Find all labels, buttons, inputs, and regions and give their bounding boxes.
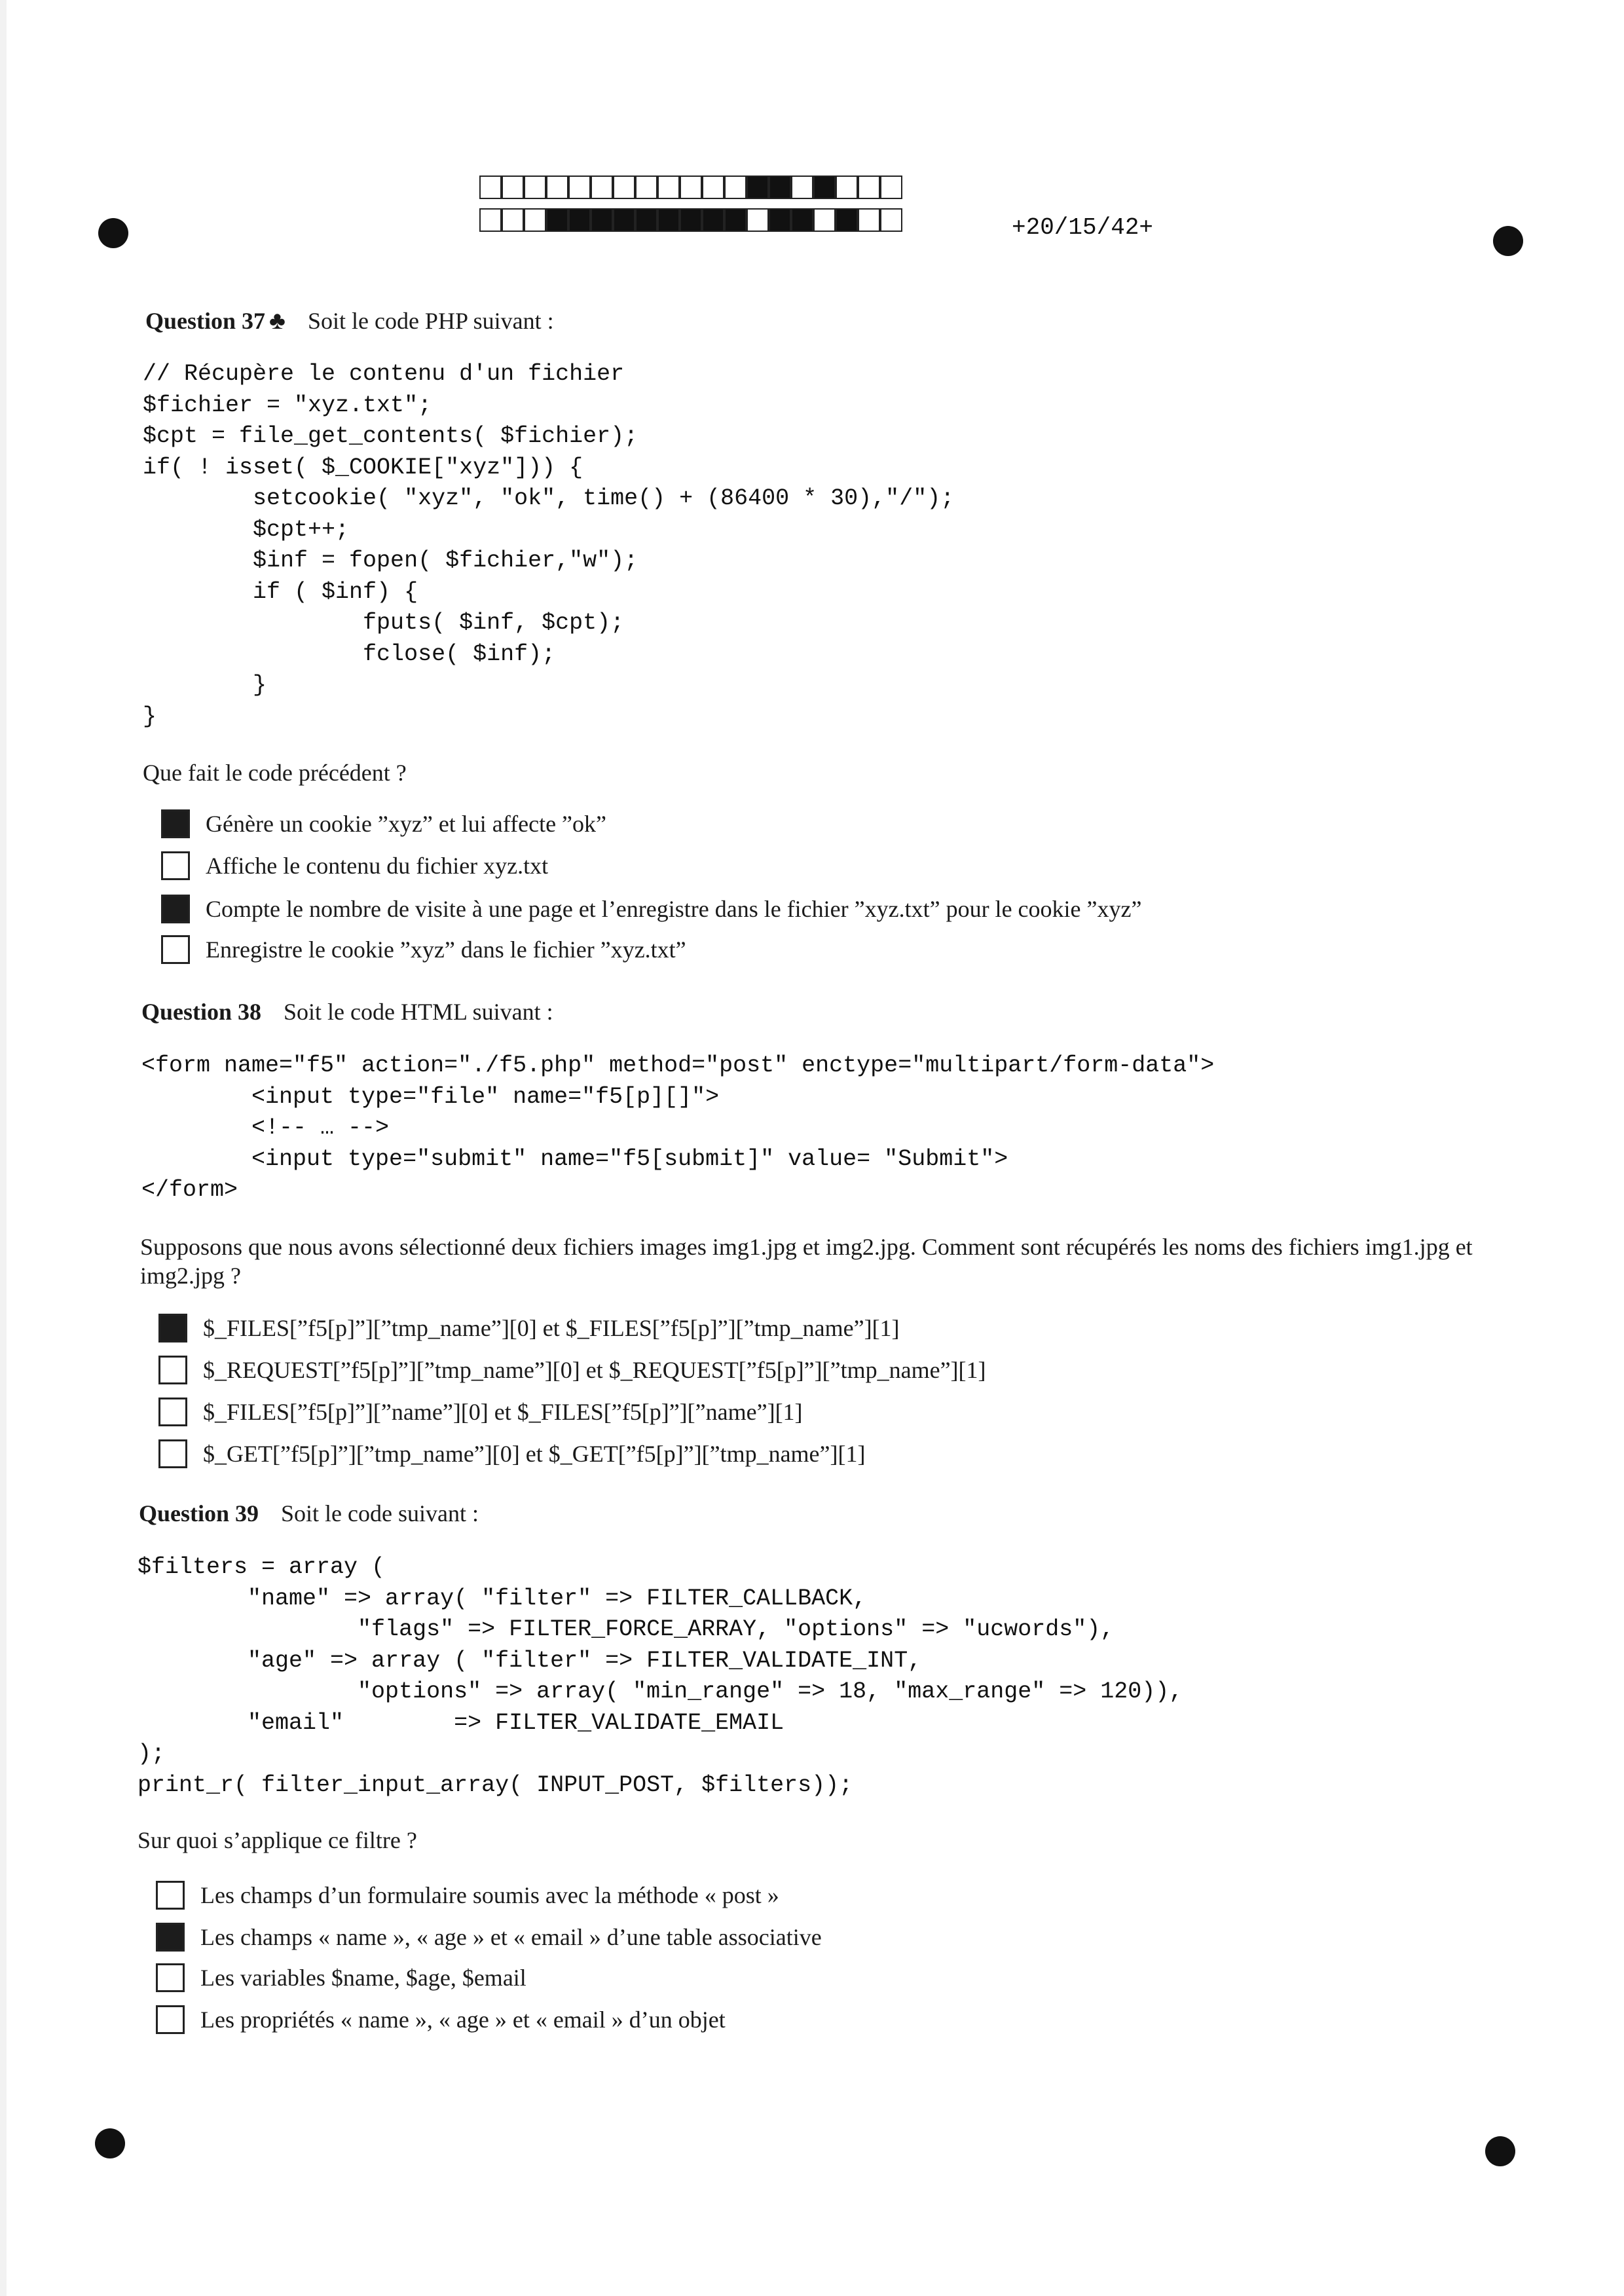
answer-option [161,851,548,880]
multiple-answer-club-icon: ♣ [269,307,286,335]
question-label: Question 38 [141,999,262,1025]
registration-mark-bottom-left [95,2128,125,2158]
answer-option-label: $_GET[”f5[p]”][”tmp_name”][0] et $_GET[”f5[p]”][”tmp_name”][1] [203,1441,866,1467]
question-39-header [139,1500,479,1527]
question-label: Question 39 [139,1500,259,1527]
answer-option-label: Enregistre le cookie ”xyz” dans le fichier ”xyz.txt” [206,936,686,963]
answer-checkbox[interactable] [156,2005,185,2034]
registration-mark-bottom-right [1485,2136,1515,2166]
answer-option [156,1923,822,1952]
answer-option [161,935,686,964]
barcode-cell [657,176,680,199]
answer-option-label: Les champs « name », « age » et « email » d’une table associative [200,1924,822,1950]
barcode-cell [791,176,813,199]
barcode-cell [524,176,546,199]
barcode-cell [502,208,524,232]
barcode-cell [479,176,502,199]
answer-option-label: Les propriétés « name », « age » et « email » d’un objet [200,2007,726,2033]
barcode-cell [568,176,591,199]
answer-checkbox[interactable] [156,1881,185,1910]
html-code-block: <form name="f5" action="./f5.php" method="post" enctype="multipart/form-data"> <input type="file" name="f5[p][]"> <!-- … --> <input type="submit" name="f5[submit]" value= "Submit"> </form> [141,1052,1215,1203]
answer-checkbox[interactable] [161,809,190,838]
answer-option [158,1439,865,1468]
barcode-cell [769,208,791,232]
barcode-cell [880,208,902,232]
barcode-cell [680,208,702,232]
barcode-cell [858,208,880,232]
question-37-header [145,306,554,335]
barcode-cell [813,176,836,199]
question-label: Question 37 [145,308,266,334]
registration-mark-top-right [1493,226,1523,256]
php-filter-code-block: $filters = array ( "name" => array( "filter" => FILTER_CALLBACK, "flags" => FILTER_FORCE_ARRAY, "options" => "ucwords"), "age" => array ( "filter" => FILTER_VALIDATE_INT, "options" => array( "min_range" => 18, "max_range" => 120)), "email" => FILTER_VALIDATE_EMAIL ); print_r( filter_input_array( INPUT_POST, $filters)); [138,1554,1183,1798]
answer-checkbox[interactable] [158,1398,187,1426]
question-intro: Soit le code HTML suivant : [284,999,553,1025]
barcode-cell [724,208,747,232]
barcode-cell [546,176,568,199]
question-38-header [141,998,553,1026]
answer-checkbox[interactable] [158,1314,187,1342]
barcode-row-2 [479,208,902,233]
barcode-row-1 [479,176,902,200]
answer-checkbox[interactable] [158,1439,187,1468]
answer-option-label: Compte le nombre de visite à une page et l’enregistre dans le fichier ”xyz.txt” pour le cookie ”xyz” [206,896,1142,922]
page-edge [0,0,7,2296]
answer-checkbox[interactable] [156,1963,185,1992]
barcode-cell [591,176,613,199]
answer-option-label: $_FILES[”f5[p]”][”tmp_name”][0] et $_FILES[”f5[p]”][”tmp_name”][1] [203,1315,900,1341]
answer-option [156,1963,526,1992]
answer-option [156,2005,726,2034]
barcode-cell [657,208,680,232]
answer-option-label: $_FILES[”f5[p]”][”name”][0] et $_FILES[”f5[p]”][”name”][1] [203,1399,803,1425]
answer-checkbox[interactable] [161,935,190,964]
question-prompt: Que fait le code précédent ? [143,760,407,786]
barcode-cell [747,208,769,232]
barcode-cell [880,176,902,199]
barcode-cell [613,208,635,232]
answer-option [156,1881,779,1910]
barcode-cell [613,176,635,199]
barcode-cell [702,208,724,232]
barcode-cell [724,176,747,199]
answer-checkbox[interactable] [158,1356,187,1384]
answer-option [158,1356,986,1384]
answer-option [158,1398,803,1426]
barcode-cell [747,176,769,199]
php-code-block: // Récupère le contenu d'un fichier $fichier = "xyz.txt"; $cpt = file_get_contents( $fichier); if( ! isset( $_COOKIE["xyz"])) { setcookie( "xyz", "ok", time() + (86400 * 30),"/"); $cpt++; $inf = fopen( $fichier,"w"); if ( $inf) { fputs( $inf, $cpt); fclose( $inf); } } [143,361,955,730]
registration-mark-top-left [98,218,128,248]
barcode-cell [680,176,702,199]
answer-option-label: $_REQUEST[”f5[p]”][”tmp_name”][0] et $_REQUEST[”f5[p]”][”tmp_name”][1] [203,1357,986,1383]
barcode-cell [546,208,568,232]
answer-option [161,895,1141,923]
answer-option-label: Génère un cookie ”xyz” et lui affecte ”ok” [206,811,606,837]
answer-option-label: Les champs d’un formulaire soumis avec la méthode « post » [200,1882,779,1908]
barcode-cell [836,208,858,232]
question-prompt: Supposons que nous avons sélectionné deux fichiers images img1.jpg et img2.jpg. Comment sont récupérés les noms des fichiers img1.jpg et img2.jpg ? [140,1234,1473,1289]
barcode-cell [568,208,591,232]
question-intro: Soit le code suivant : [281,1500,479,1527]
barcode-cell [791,208,813,232]
answer-checkbox[interactable] [156,1923,185,1952]
barcode-cell [836,176,858,199]
barcode-cell [479,208,502,232]
question-prompt: Sur quoi s’applique ce filtre ? [138,1827,417,1853]
answer-option-label: Les variables $name, $age, $email [200,1965,526,1991]
answer-checkbox[interactable] [161,851,190,880]
answer-option [161,809,606,838]
page-barcode [479,176,902,241]
barcode-cell [635,176,657,199]
barcode-cell [769,176,791,199]
page-id: +20/15/42+ [1012,214,1154,241]
question-intro: Soit le code PHP suivant : [307,308,554,334]
barcode-cell [813,208,836,232]
barcode-cell [502,176,524,199]
barcode-cell [858,176,880,199]
barcode-cell [702,176,724,199]
barcode-cell [591,208,613,232]
answer-checkbox[interactable] [161,895,190,923]
answer-option-label: Affiche le contenu du fichier xyz.txt [206,853,549,879]
answer-option [158,1314,900,1342]
barcode-cell [524,208,546,232]
barcode-cell [635,208,657,232]
